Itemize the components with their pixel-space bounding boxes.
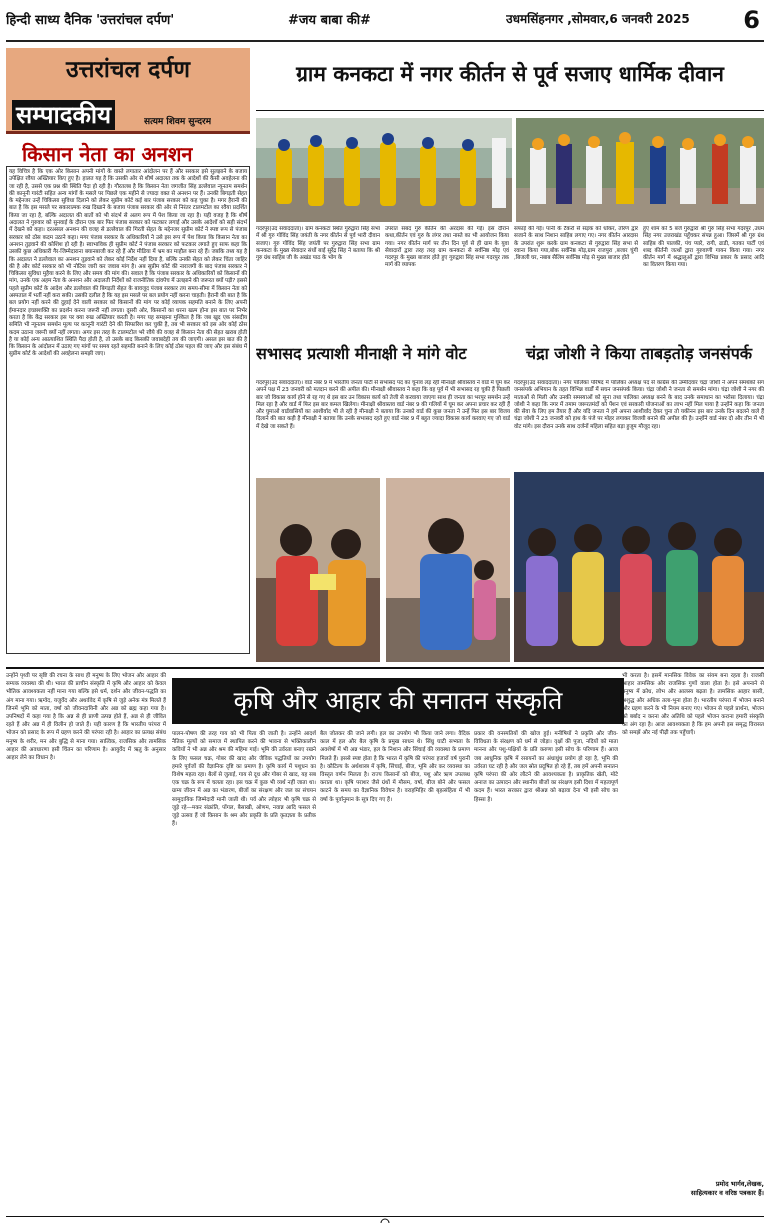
candidate-photo-art <box>256 478 380 662</box>
byline-name: प्रमोद भार्गव,लेखक, <box>715 1180 764 1188</box>
masthead <box>6 6 764 42</box>
header-slogan: #जय बाबा की# <box>288 13 371 28</box>
news3-headline: चंद्रा जोशी ने किया ताबड़तोड़ जनसंपर्क <box>525 344 753 363</box>
news1-headline: ग्राम कनकटा में नगर कीर्तन से पूर्व सजाए धार्मिक दीवान <box>296 62 724 86</box>
news1-column-1: गदरपुर(उद संवाददाता)। ग्राम कनकटा स्थित गुरुद्वारा सिंह सभा में श्री गुरु गोविंद सिंह जयंती के नगर कीर्तन से पूर्व भारी दीवान सजाए। गुरु गोविंद सिंह जयंती पर गुरुद्वारा सिंह सभा ग्राम कनकटा के मुख्य सेवादार संधों बाई सुरेंद्र सिंह ने बताया कि श्री गुरु ग्रंथ साहिब जी के अखंड पाठ के भोग के <box>256 226 380 262</box>
news2-body: गदरपुर(उद संवाददाता)। वार्ड नंबर 9 में भारतीय जनता पार्टी से सभासद पद का चुनाव लड़ रही मीनाक्षी श्रीवास्तव ने वार्ड में घूम कर अपने पक्ष में 23 जनवरी को मतदान करने की अपील की। मीनाक्षी श्रीवास्तव ने कहा कि वह पूर्व में भी सभासद रह चुकी हैं पिछली बार जो विकास कार्य होने से रह गए थे इस बार उन विकास कार्य को तेजी से करवाया जाएगा साथ ही जनता का भरपूर समर्थन उन्हें मिल रहा है और वार्ड में फिर इस बार कमल खिलेगा। मीनाक्षी श्रीवास्तव वार्ड नंबर 9 की गलियों में घूम कर अपना प्रचार कर रही हैं और घुमाओ वार्डवासियों का आशीर्वाद भी ले रही है मीनाक्षी ने बताया कि उनको वार्ड की कुछ जनता ने उन्हें फिर इस बार विजय दिलाने की बात कही है मीनाक्षी ने बताया कि उनके सभासद रहते हुए वार्ड नंबर 9 में बहुत ज्यादा विकास कार्य करवाए गए जो वार्ड में देखे जा सकते हैं। <box>256 380 510 430</box>
news1-column-4: हुए शाम को 5 बजे गुरुद्वारा श्री गुरु सिंह सभा गदरपुर ,उधम सिंह नगर उत्तराखंड पहुँचकर संपन्न हुआ। जिसमें श्री गुरु ग्रंथ साहिब की पालकी, पंच प्यारे, रागी, ढाडी, गतका पार्टी एवं शब्द कीर्तनी जत्थों द्वारा गुरुवाणी गायन किया गया। नगर कीर्तन मार्ग में श्रद्धालुओं द्वारा विभिन्न प्रकार के प्रसाद आदि का वितरण किया गया। <box>643 226 764 269</box>
campaign-photo <box>386 478 510 662</box>
sweeping-photo <box>516 118 764 222</box>
procession-photo <box>256 118 512 222</box>
editorial-motto: सत्यम शिवम सुन्दरम <box>144 117 212 127</box>
footer-mark <box>380 1213 390 1223</box>
news1-column-3: सफाई की गई। पानी के टैंकरों से सड़क को धोकर, तोरण द्वार सजाने के साथ निशान साहिब लगाए गए। नगर कीर्तन आरदास के उपरांत शुरू करके ग्राम कनकटा से गुरुद्वारा सिंह सभा से रवाना किया गया,बोक सर्वनिष्ठ मोड़,ग्राम राजपुरा ,बजार चुंगी ,बिजली घर, नबाब सैलिम सर्वनिष्ठ मोड़ से मुख्य बाजार होते <box>514 226 638 262</box>
editorial-banner <box>6 48 250 134</box>
jansampark-photo-art <box>514 472 764 662</box>
article-byline <box>624 1180 764 1198</box>
candidate-photo <box>256 478 380 662</box>
editorial-body: यह विचित्र है कि एक ओर किसान अपनी मांगों के वास्ते लगातार आंदोलन पर हैं और सरकार इसे सुलझाने के बजाय उपेक्षित रवैया अख्तियार किए हुए है। हालत यह है कि उसकी ओर से शीर्ष अदालत तक के आदेशों की कैसी अवहेलना की जा रही है, उससे एक प्रश्न की स्थिति पैदा हो रही है। गौरतलब है कि किसान नेता जगजीत सिंह डल्लेवाल न्यूनतम समर्थन की कानूनी गारंटी सहित अन्य मांगों के मसले पर पिछले एक महीने से ज्यादा वक्त से अनशन पर हैं। उनकी बिगड़ती सेहत के मद्देनजर उन्हें चिकित्सा सुविधा दिलाने को लेकर सुप्रीम कोर्ट कई बार पंजाब सरकार को कह चुका है। मगर हैरानी की बात है कि इस मसले पर सकारात्मक रुख दिखाने के बजाय पंजाब सरकार की ओर से निरंतर टालमटोल का रवैया प्रदर्शित किया जा रहा है, बल्कि अदालत की बातों को भी संदर्भ से अलग रूप में पेश किया जा रहा है। यही वजह है कि शीर्ष अदालत ने गुरुवार को सुनवाई के दौरान एक बार फिर पंजाब सरकार को फटकार लगाई और उसके आदेशों को सही संदर्भ में देखने को कहा। दरअसल अनशन की वजह से डल्लेवाल की गिरती सेहत के मद्देनजर सुप्रीम कोर्ट ने स्पष्ट रूप से पंजाब सरकार को ठोस कदम उठाने कहा। मगर पंजाब सरकार के अधिकारियों ने उसे इस रूप में पेश किया कि किसान नेता का अनशन तुड़वाने की कोशिश हो रही है। स्वाभाविक ही सुप्रीम कोर्ट ने पंजाब सरकार को फटकार लगाते हुए साफ कहा कि उसकी कुछ अधिकारी गैर-जिम्मेदाराना बयानबाजी कर रहे हैं और मीडिया में भ्रम का माहौल बना रहे हैं। जबकि तथ्य यह है कि अदालत ने डल्लेवाल का अनशन तुड़वाने को लेकर कोई निर्देश नहीं दिया है, बल्कि उनकी सेहत को लेकर चिंता जाहिर की है और कोर्ट सरकार को भी नोटिस जारी कर जवाब मांग है। अब सुप्रीम कोर्ट की नाराजगी के बाद पंजाब सरकार ने चिकित्सा सुविधा मुहैया करने के लिए और समय की मांग की। सवाल है कि पंजाब सरकार के अधिकारियों को किसानों की मांग, उनके एक अहम नेता के अनशन और अदालती निर्देशों को राजनीतिक दांवपेच में उलझाने की जरूरत क्यों पड़ी? इससे पहले सुप्रीम कोर्ट के आदेश और डल्लेवाल की बिगड़ती सेहत के बावजूद पंजाब सरकार तय समय-सीमा में किसान नेता को अस्पताल में भर्ती नहीं करा सकी। उसकी दलील है कि यह इस मसले पर बल प्रयोग नहीं करना चाहती। हैरानी की बात है कि बल प्रयोग नहीं करने की दुहाई देने वाली सरकार को किसानों की मांग पर कोई व्यापक सहमति बनाने के लिए अपनी ईमानदार इच्छाशक्ति का प्रदर्शन करना जरूरी नहीं लगता। दूसरी ओर, किसानों का धरना खत्म होना इस बात पर निर्भर करता है कि केंद्र सरकार इस पर क्या रुख अख्तियार करती है। मगर यह समझना मुश्किल है कि जब खुद एक संसदीय समिति भी न्यूनतम समर्थन मूल्य पर कानूनी गारंटी देने की सिफारिश कर चुकी है, तब भी सरकार को इस ओर कोई ठोस कदम उठाना जरूरी क्यों नहीं लगता। अगर इस तरह के टालमटोल भरे रवैये की वजह से किसान नेता की सेहत खराब होती है या कोई अन्य अप्रत्याशित स्थिति पैदा होती है, तो उसके बाद किसकी जवाबदेही तय की जाएगी। असल इस बात की है कि किसान के आंदोलन में उठाए गए मांगों पर समय रहते सहमति बनाने के लिए कोई ठोस पहल की जाए और इस संबंध में सुप्रीम कोर्ट के आदेशों की अवहेलना समझी जाए। <box>6 166 250 654</box>
procession-photo-art <box>256 118 512 222</box>
paper-name: हिन्दी साध्य दैनिक 'उत्तरांचल दर्पण' <box>6 13 175 28</box>
news1-column-2: उपरांत सबद गुरु कीर्तन की अरदास की गई। इस दौरान कथा,कीर्तन एवं गुरु के लंगर तथा नास्ते का भी आयोजन किया गया। नगर कीर्तन मार्ग पर तीन दिन पूर्व से ही ग्राम के युवा सेवादारों द्वारा तरह तरह ग्राम कनकटा से सर्वनिष्ठ मोड़ एवं गदरपुर के मुख्य बाजार होते हुए गुरुद्वारा सिंह सभा गदरपुर तक मार्ग की व्यापक <box>385 226 509 269</box>
page-number: 6 <box>743 6 760 34</box>
editorial-paper-name: उत्तरांचल दर्पण <box>66 57 190 83</box>
sweeping-photo-art <box>516 118 764 222</box>
news3-body: गदरपुर(उद संवाददाता)। नगर पालिका परिषद में पालिका अध्यक्ष पद से कांग्रेस की उम्मीदवार चंद्रा जोशी ने अपने समर्थकों संग जनसंपर्क अभियान के तहत विभिन्न वार्डों में सघन जनसंपर्क किया। चंद्रा जोशी ने जनता से समर्थन मांगा। चंद्रा जोशी ने नगर की माताओं से मिली और उनकी समस्याओं को सुना तथा पालिका अध्यक्ष बनने के बाद उनके समाधान का भरोसा दिलाया। चंद्रा जोशी ने कहा कि नगर में तमाम जरूरतमंदों को पेंशन एवं सरकारी योजनाओं का लाभ नहीं मिल पाया है उन्होंने कहा कि जनता की सेवा के लिए हम तैयार हैं और यदि जनता ने हमें अपना आशीर्वाद देकर चुना तो यकीनन इस बार उनके दिन बदलने वाले हैं चंद्रा जोशी ने 23 जनवरी को हाथ के पंजे पर मोहर लगाकर विजयी बनाने की अपील की है। उन्होंने वार्ड नंबर दो और तीन में भी वोट मांगे। इस दौरान उनके साथ दर्जनों महिला सहित बड़ा हुजूम मौजूद रहा। <box>514 380 764 430</box>
header-date: उधमसिंहनगर ,सोमवार,6 जनवरी 2025 <box>506 12 690 26</box>
editorial-headline: किसान नेता का अनशन <box>22 142 193 166</box>
article-column-3: बैल जोतकर की जाने लगी। हल का उपयोग भी किया जाने लगा। वैदिक काल में हल और बैल कृषि के प्रमुख साधन थे। सिंधु घाटी सभ्यता के अवशेषों में भी अन्न भंडार, हल के निशान और सिंचाई की व्यवस्था के प्रमाण मिलते हैं। इससे स्पष्ट होता है कि भारत में कृषि की परंपरा हजारों वर्ष पुरानी है। कौटिल्य के अर्थशास्त्र में कृषि, सिंचाई, बीज, भूमि और कर व्यवस्था का विस्तृत वर्णन मिलता है। राज्य किसानों को बीज, पशु और ऋण उपलब्ध कराता था। कृषि पराशर जैसे ग्रंथों में मौसम, वर्षा, बीज बोने और फसल काटने के समय का वैज्ञानिक विवेचन है। वराहमिहिर की बृहत्संहिता में भी वर्षा के पूर्वानुमान के सूत्र दिए गए हैं। <box>320 731 470 803</box>
jansampark-photo <box>514 472 764 662</box>
article-column-2: पालन-पोषण की तरह गाय को भी पिता की जाती है। उन्होंने आदर्श नैतिक मूल्यों को समाज में स्थापित करने की भावना से भक्तिकालीन कवियों ने भी अन्न और श्रम की महिमा गाई। भूमि की उर्वरता बनाए रखने के लिए फसल चक्र, गोबर की खाद और जैविक पद्धतियों का उपयोग हमारे पूर्वजों की वैज्ञानिक दृष्टि का प्रमाण है। कृषि कार्य में पशुधन का विशेष महत्व रहा। बैलों से जुताई, गाय से दूध और गोबर से खाद, यह सब एक चक्र के रूप में चलता रहा। इस चक्र में कुछ भी व्यर्थ नहीं जाता था। ग्राम्य जीवन में अन्न का भंडारण, बीजों का संरक्षण और जल का संचयन सामुदायिक जिम्मेदारी मानी जाती थी। पर्व और त्योहार भी कृषि चक्र से जुड़े रहे—मकर संक्रांति, पोंगल, बैसाखी, ओणम, नवान्न आदि फसल से जुड़े उत्सव हैं जो किसान के श्रम और प्रकृति के प्रति कृतज्ञता के प्रतीक हैं। <box>172 731 316 828</box>
article-headline: कृषि और आहार की सनातन संस्कृति <box>172 678 624 724</box>
editorial-section-label: सम्पादकीय <box>12 100 115 130</box>
article-column-5: भी करता है। इसमें मानसिक विवेक का संयम बना रहता है। राजसी आहार तामसिक और राजसिक गुणों वाला होता है। इसे अपनाने से मनुष्य में क्रोध, लोभ और आलस्य बढ़ता है। तामसिक आहार बासी, अशुद्ध और अधिक तला-भुना होता है। भारतीय परंपरा में भोजन बनाने और ग्रहण करने के भी नियम बनाए गए। भोजन से पहले प्रार्थना, भोजन को बर्बाद न करना और अतिथि को पहले भोजन कराना हमारी संस्कृति का अंग रहा है। आज आवश्यकता है कि हम अपनी इस समृद्ध विरासत को समझें और नई पीढ़ी तक पहुँचाएँ। <box>622 673 764 737</box>
registration-icon <box>380 1218 390 1223</box>
article-column-4: प्रकार की वनस्पतियों की खोज हुई। मनीषियों ने प्रकृति और जीव-विविधता के संरक्षण को धर्म से जोड़ा। वृक्षों की पूजा, नदियों को माता मानना और पशु-पक्षियों के प्रति करुणा इसी सोच के परिणाम हैं। आज जब आधुनिक कृषि में रसायनों का अंधाधुंध प्रयोग हो रहा है, भूमि की उर्वरता घट रही है और जल स्रोत प्रदूषित हो रहे हैं, तब हमें अपनी सनातन कृषि परंपरा की ओर लौटने की आवश्यकता है। प्राकृतिक खेती, मोटे अनाज का उत्पादन और स्थानीय बीजों का संरक्षण इसी दिशा में महत्वपूर्ण कदम हैं। भारत सरकार द्वारा श्रीअन्न को बढ़ावा देना भी इसी सोच का हिस्सा है। <box>474 731 618 803</box>
article-column-1: उन्होंने पृथ्वी पर सृष्टि की रचना के साथ ही मनुष्य के लिए भोजन और आहार की सम्यक व्यवस्था की थी। भारत की प्राचीन संस्कृति में कृषि और आहार को केवल भौतिक आवश्यकता नहीं माना गया बल्कि इसे धर्म, दर्शन और जीवन-पद्धति का अंग माना गया। ऋग्वेद, यजुर्वेद और अथर्ववेद में कृषि से जुड़े अनेक मंत्र मिलते हैं जिनमें भूमि को माता, वर्षा को जीवनदायिनी और अन्न को ब्रह्म कहा गया है। उपनिषदों में कहा गया है कि अन्न से ही प्राणी उत्पन्न होते हैं, अन्न से ही जीवित रहते हैं और अन्न में ही विलीन हो जाते हैं। यही कारण है कि भारतीय परंपरा में भोजन को प्रसाद के रूप में ग्रहण करने की परंपरा रही है। आहार का प्रत्यक्ष संबंध मनुष्य के शरीर, मन और बुद्धि से माना गया। सात्विक, राजसिक और तामसिक आहार की अवधारणा इसी चिंतन का परिणाम है। आयुर्वेद में ऋतु के अनुसार आहार लेने का विधान है। <box>6 673 166 762</box>
campaign-photo-art <box>386 478 510 662</box>
byline-desc: साहित्यकार व वरिष्ठ पत्रकार हैं। <box>690 1189 764 1197</box>
news2-headline: सभासद प्रत्याशी मीनाक्षी ने मांगे वोट <box>256 344 467 363</box>
